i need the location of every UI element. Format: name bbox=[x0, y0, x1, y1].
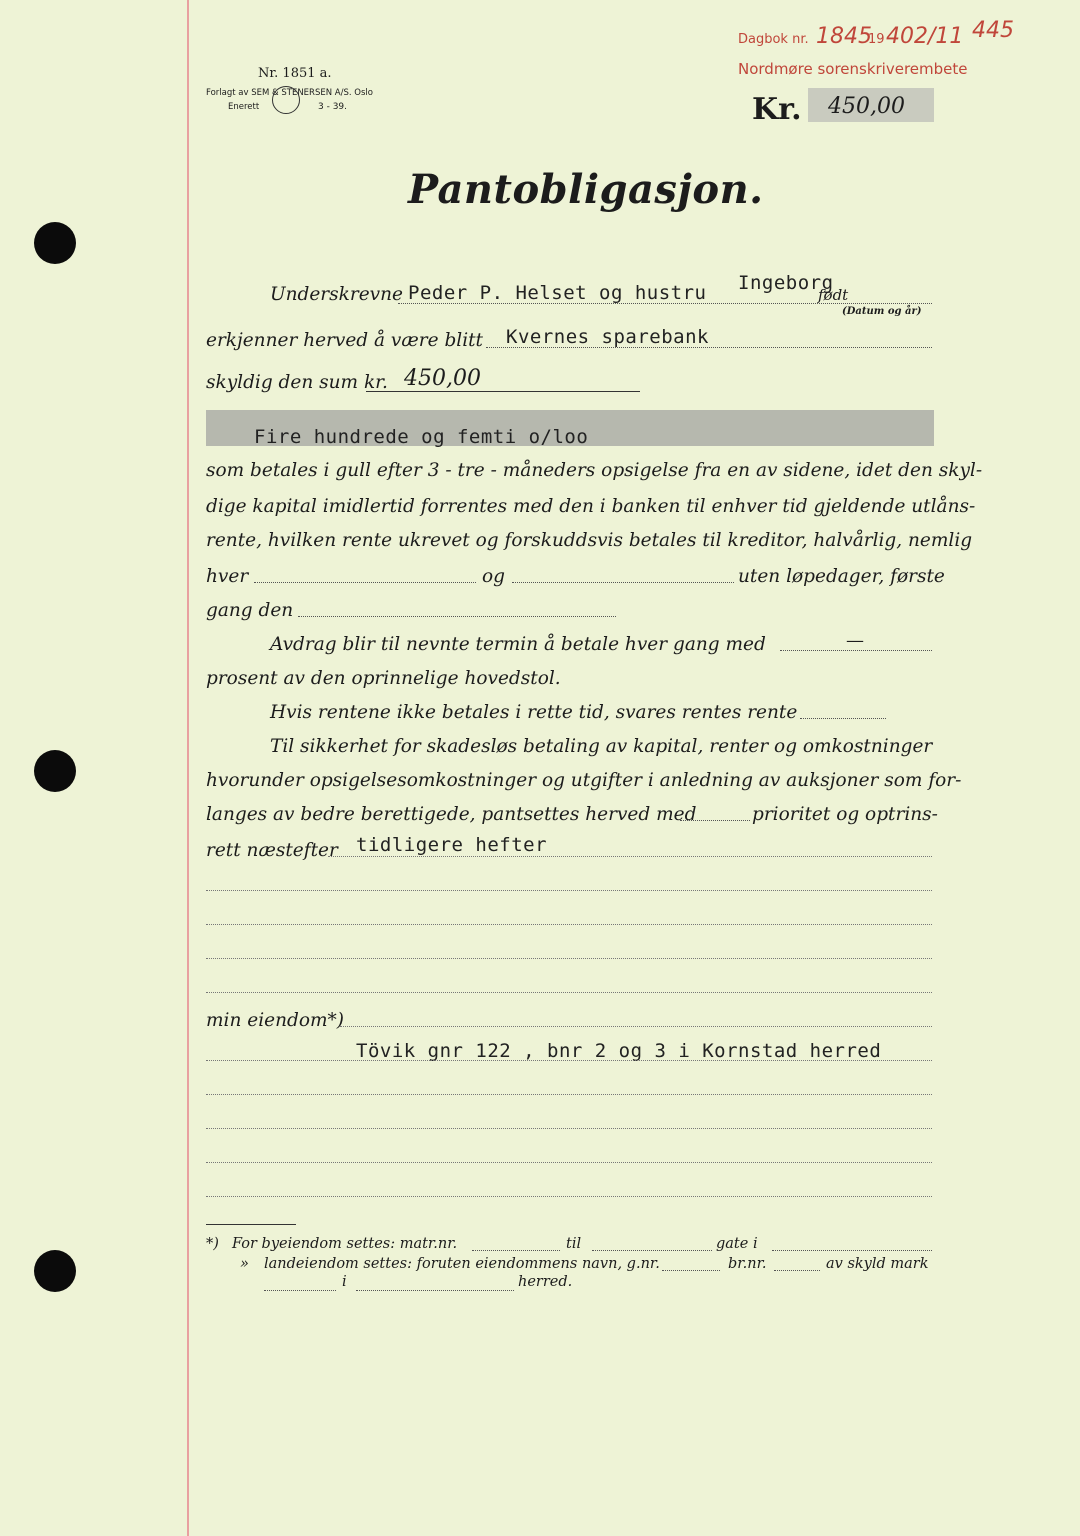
footnote-dots bbox=[264, 1290, 336, 1291]
renter-label: Hvis rentene ikke betales i rette tid, svares rentes rente bbox=[270, 702, 798, 723]
kr-label: Kr. bbox=[752, 92, 802, 127]
footnote-mark: » bbox=[240, 1256, 249, 1272]
dagbok-number: 1845 bbox=[816, 24, 872, 49]
prosent-label: prosent av den oprinnelige hovedstol. bbox=[206, 668, 561, 689]
footnote-line-1b: til bbox=[566, 1236, 582, 1252]
debtor-line bbox=[398, 303, 932, 304]
blank-line bbox=[206, 924, 932, 925]
debtor-extra: Ingeborg bbox=[738, 272, 834, 294]
property-description: Tövik gnr 122 , bnr 2 og 3 i Kornstad herred bbox=[356, 1040, 882, 1062]
security-line-3b: prioritet og optrins- bbox=[752, 804, 938, 825]
footnote-dots bbox=[472, 1250, 560, 1251]
undersign-label: Underskrevne bbox=[270, 284, 403, 305]
security-line-3a: langes av bedre berettigede, pantsettes herved med bbox=[206, 804, 697, 825]
creditor-line bbox=[486, 347, 932, 348]
margin-line bbox=[187, 0, 189, 1536]
avdrag-label: Avdrag blir til nevnte termin å betale hver gang med bbox=[270, 634, 766, 655]
publisher-logo-icon bbox=[272, 86, 300, 114]
footnote-dots bbox=[592, 1250, 712, 1251]
eiendom-line bbox=[340, 1026, 932, 1027]
security-line-4: rett næstefter bbox=[206, 840, 338, 861]
gang-line bbox=[298, 616, 616, 617]
publisher-rights: Enerett bbox=[228, 102, 260, 112]
office-stamp: Nordmøre sorenskriverembete bbox=[738, 60, 968, 78]
property-line bbox=[206, 1060, 932, 1061]
og-line bbox=[512, 582, 734, 583]
kr-box bbox=[808, 88, 934, 122]
avdrag-value: — bbox=[846, 630, 864, 651]
footnote-star: *) bbox=[206, 1236, 219, 1252]
footnote-line-1c: gate i bbox=[716, 1236, 758, 1252]
kr-amount: 450,00 bbox=[828, 94, 905, 119]
terms-line-3: rente, hvilken rente ukrevet og forskuddsvis betales til kreditor, halvårlig, nemlig bbox=[206, 530, 973, 551]
footnote-dots bbox=[772, 1250, 932, 1251]
prior-encumbrance: tidligere hefter bbox=[356, 834, 548, 856]
blank-line bbox=[206, 1128, 932, 1129]
form-number: Nr. 1851 a. bbox=[258, 66, 332, 81]
hver-line bbox=[254, 582, 476, 583]
date-hint: (Datum og år) bbox=[842, 306, 922, 317]
prioritet-line bbox=[680, 820, 750, 821]
punch-hole bbox=[34, 750, 76, 792]
punch-hole bbox=[34, 1250, 76, 1292]
blank-line bbox=[206, 992, 932, 993]
publisher: Forlagt av SEM & STENERSEN A/S. Oslo bbox=[206, 88, 373, 98]
footnote-line-2a: landeiendom settes: foruten eiendommens navn, g.nr. bbox=[264, 1256, 660, 1272]
eiendom-label: min eiendom*) bbox=[206, 1010, 344, 1031]
debtor-name: Peder P. Helset og hustru bbox=[408, 282, 707, 304]
security-line-2: hvorunder opsigelsesomkostninger og utgifter i anledning av auksjoner som for- bbox=[206, 770, 962, 791]
owing-line bbox=[366, 391, 640, 392]
dagbok-date: 402/11 bbox=[886, 24, 964, 49]
blank-line bbox=[206, 1094, 932, 1095]
footnote-line-3b: herred. bbox=[518, 1274, 573, 1290]
footnote-line-3a: i bbox=[342, 1274, 347, 1290]
owing-amount: 450,00 bbox=[404, 366, 481, 391]
amount-words: Fire hundrede og femti o/loo bbox=[254, 426, 589, 448]
dagbok-label: Dagbok nr. bbox=[738, 32, 809, 47]
footnote-dots bbox=[662, 1270, 720, 1271]
page-number: 445 bbox=[972, 18, 1014, 43]
renter-line bbox=[800, 718, 886, 719]
loepedager-label: uten løpedager, første bbox=[738, 566, 945, 587]
security-line-1: Til sikkerhet for skadesløs betaling av kapital, renter og omkostninger bbox=[270, 736, 933, 757]
prior-line bbox=[328, 856, 932, 857]
blank-line bbox=[206, 890, 932, 891]
footnote-dots bbox=[356, 1290, 514, 1291]
document-title: Pantobligasjon. bbox=[408, 166, 764, 213]
footnote-rule bbox=[206, 1224, 296, 1225]
og-label: og bbox=[482, 566, 505, 587]
owing-label: skyldig den sum kr. bbox=[206, 372, 388, 393]
terms-line-1: som betales i gull efter 3 - tre - måneders opsigelse fra en av sidene, idet den skyl- bbox=[206, 460, 983, 481]
footnote-line-2c: av skyld mark bbox=[826, 1256, 929, 1272]
footnote-line-2b: br.nr. bbox=[728, 1256, 767, 1272]
terms-line-2: dige kapital imidlertid forrentes med den i banken til enhver tid gjeldende utlåns- bbox=[206, 496, 976, 517]
born-label: født bbox=[818, 286, 849, 304]
blank-line bbox=[206, 1162, 932, 1163]
hver-label: hver bbox=[206, 566, 249, 587]
gang-label: gang den bbox=[206, 600, 294, 621]
footnote-line-1a: For byeiendom settes: matr.nr. bbox=[232, 1236, 458, 1252]
creditor-name: Kvernes sparebank bbox=[506, 326, 709, 348]
amount-words-band bbox=[206, 410, 934, 446]
footnote-dots bbox=[774, 1270, 820, 1271]
year-prefix: 19 bbox=[868, 32, 885, 47]
punch-hole bbox=[34, 222, 76, 264]
acknowledge-label: erkjenner herved å være blitt bbox=[206, 330, 483, 351]
blank-line bbox=[206, 958, 932, 959]
edition: 3 - 39. bbox=[318, 102, 348, 112]
blank-line bbox=[206, 1196, 932, 1197]
